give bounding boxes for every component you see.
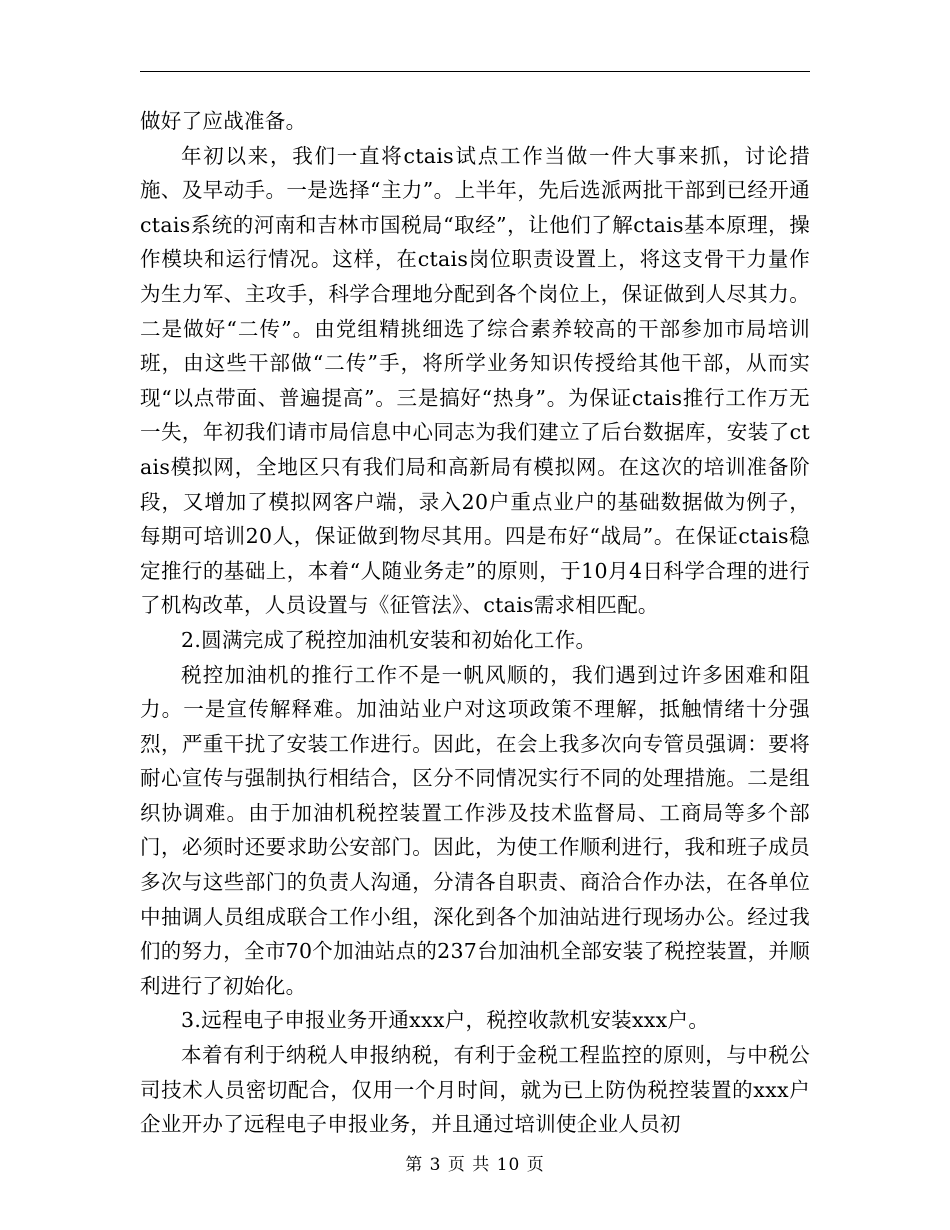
paragraph-2: 年初以来，我们一直将ctais试点工作当做一件大事来抓，讨论措施、及早动手。一是选择“主力”。上半年，先后选派两批干部到已经开通ctais系统的河南和吉林市国税局“取经”，让他们了解ctais基本原理，操作模块和运行情况。这样，在ctais岗位职责设置上，将这支骨干力量作为生力军、主攻手，科学合理地分配到各个岗位上，保证做到人尽其力。二是做好“二传”。由党组精挑细选了综合素养较高的干部参加市局培训班，由这些干部做“二传”手，将所学业务知识传授给其他干部，从而实现“以点带面、普遍提高”。三是搞好“热身”。为保证ctais推行工作万无一失，年初我们请市局信息中心同志为我们建立了后台数据库，安装了ctais模拟网，全地区只有我们局和高新局有模拟网。在这次的培训准备阶段，又增加了模拟网客户端，录入20户重点业户的基础数据做为例子，每期可培训20人，保证做到物尽其用。四是布好“战局”。在保证ctais稳定推行的基础上，本着“人随业务走”的原则，于10月4日科学合理的进行了机构改革，人员设置与《征管法》、ctais需求相匹配。 (140, 143, 810, 618)
header-rule (140, 71, 810, 72)
paragraph-3: 2.圆满完成了税控加油机安装和初始化工作。 (181, 627, 597, 652)
paragraph-1: 做好了应战准备。 (140, 109, 307, 133)
page-footer (0, 1154, 950, 1176)
footer-middle: 页 共 (447, 1155, 491, 1175)
footer-suffix: 页 (526, 1155, 545, 1175)
footer-prefix: 第 (405, 1155, 424, 1175)
paragraph-5: 3.远程电子申报业务开通xxx户，税控收款机安装xxx户。 (181, 1008, 710, 1033)
paragraph-4: 税控加油机的推行工作不是一帆风顺的，我们遇到过许多困难和阻力。一是宣传解释难。加油站业户对这项政策不理解，抵触情绪十分强烈，严重干扰了安装工作进行。因此，在会上我多次向专管员强调：要将耐心宣传与强制执行相结合，区分不同情况实行不同的处理措施。二是组织协调难。由于加油机税控装置工作涉及技术监督局、工商局等多个部门，必须时还要求助公安部门。因此，为使工作顺利进行，我和班子成员多次与这些部门的负责人沟通，分清各自职责、商洽合作办法，在各单位中抽调人员组成联合工作小组，深化到各个加油站进行现场办公。经过我们的努力，全市70个加油站点的237台加油机全部安装了税控装置，并顺利进行了初始化。 (140, 662, 810, 998)
document-body (140, 104, 810, 1142)
footer-page-number: 3 (429, 1155, 442, 1175)
paragraph-6: 本着有利于纳税人申报纳税，有利于金税工程监控的原则，与中税公司技术人员密切配合，仅用一个月时间，就为已上防伪税控装置的xxx户企业开办了远程电子申报业务，并且通过培训使企业人员初 (140, 1043, 810, 1137)
footer-total-pages: 10 (496, 1155, 521, 1175)
